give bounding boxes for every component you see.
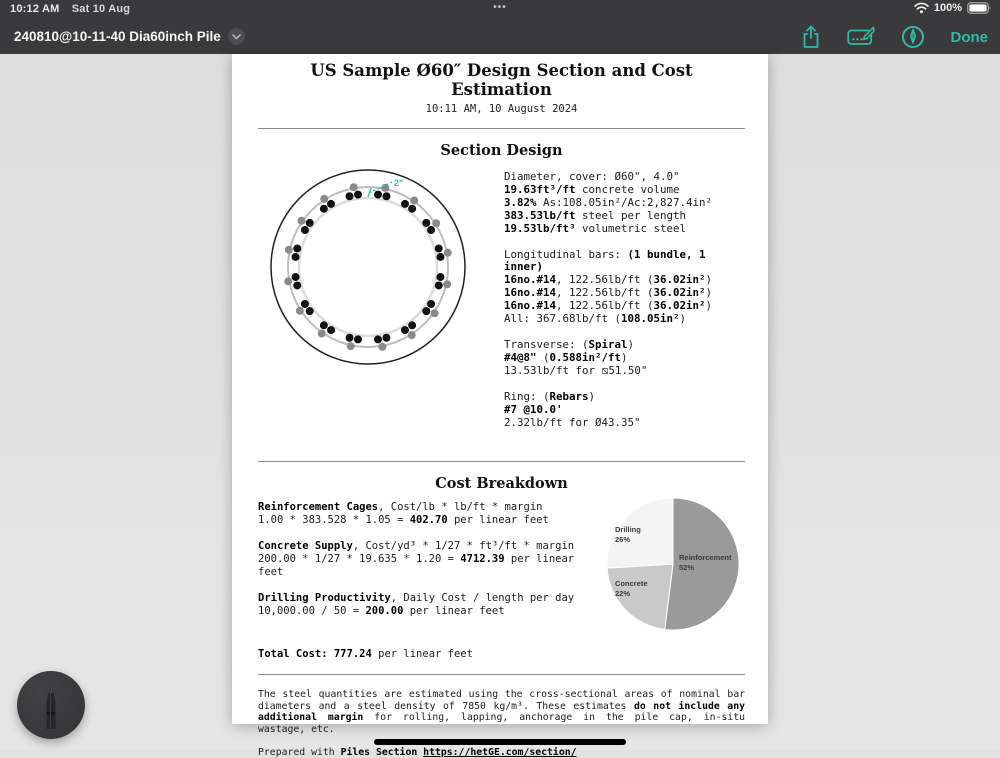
status-date: Sat 10 Aug: [71, 3, 131, 15]
document-timestamp: 10:11 AM, 10 August 2024: [425, 103, 578, 115]
doc-line: 1.00 * 383.528 * 1.05 = 402.70 per linear feet: [258, 514, 549, 526]
apple-pencil-button[interactable]: [17, 671, 85, 739]
section-design-info: [504, 171, 725, 461]
cost-item-drilling: [258, 592, 584, 618]
pencil-icon: [17, 671, 85, 739]
divider: [258, 461, 745, 462]
doc-line: 2.32lb/ft for Ø43.35": [504, 415, 641, 429]
total-cost-line: Total Cost: 777.24 per linear feet: [258, 648, 473, 660]
footnote-text: The steel quantities are estimated using the cross-sectional areas of nominal bar diameters and a steel density of 7850 kg/m³. These estimates do not include any additional margin for rolling, lapping, anchorage in the pile cap, in-situ wastage, etc.: [258, 689, 746, 735]
ring-block: [504, 391, 725, 430]
share-icon[interactable]: [801, 25, 821, 49]
section-design-row: [258, 161, 745, 461]
doc-line: Transverse: (Spiral): [504, 337, 635, 351]
longitudinal-bars-block: [504, 249, 725, 326]
svg-text:52%: 52%: [679, 563, 695, 572]
doc-line: 16no.#14, 122.56lb/ft (36.02in²): [504, 273, 713, 287]
doc-line: 10,000.00 / 50 = 200.00 per linear feet: [258, 605, 505, 617]
title-toolbar: [0, 20, 1000, 55]
chevron-down-icon[interactable]: [228, 28, 245, 45]
svg-text:Reinforcement: Reinforcement: [679, 553, 732, 562]
prepared-line: [258, 747, 745, 758]
doc-line: 16no.#14, 122.56lb/ft (36.02in²): [504, 286, 713, 300]
doc-line: Ring: (Rebars): [504, 389, 596, 403]
doc-line: Longitudinal bars: (1 bundle, 1 inner): [504, 247, 706, 274]
battery-icon: [967, 2, 992, 14]
svg-text:26%: 26%: [615, 535, 631, 544]
doc-line: All: 367.68lb/ft (108.05in²): [504, 312, 687, 326]
divider: [258, 674, 745, 675]
document-page[interactable]: [232, 54, 768, 758]
pencil-circle-icon[interactable]: [901, 25, 925, 49]
pile-section-diagram: [258, 161, 504, 461]
doc-line: 19.63ft³/ft concrete volume: [504, 182, 680, 196]
doc-line: Diameter, cover: Ø60", 4.0": [504, 170, 680, 183]
doc-line: #7 @10.0': [504, 402, 563, 416]
doc-line: 3.82% As:108.05in²/Ac:2,827.4in²: [504, 195, 713, 209]
status-time: 10:12 AM: [10, 3, 60, 15]
battery-percent: 100%: [933, 2, 962, 14]
doc-line: Drilling Productivity, Daily Cost / length per day: [258, 592, 575, 604]
cost-breakdown-heading: Cost Breakdown: [435, 475, 568, 492]
done-button[interactable]: Done: [950, 28, 988, 46]
multitasking-dots-icon[interactable]: •••: [493, 2, 507, 13]
section-design-heading: Section Design: [440, 142, 563, 159]
doc-line: 13.53lb/ft for ⧅51.50": [504, 363, 648, 377]
cost-breakdown-row: [258, 501, 745, 645]
prepared-prefix: Prepared with Piles Section: [258, 747, 418, 758]
divider: [258, 128, 745, 129]
svg-text:Concrete: Concrete: [615, 579, 648, 588]
file-title: 240810@10-11-40 Dia60inch Pile: [14, 29, 221, 44]
document-title: US Sample Ø60″ Design Section and Cost Estimation: [310, 61, 693, 99]
cost-item-concrete: [258, 540, 584, 579]
doc-line: 383.53lb/ft steel per length: [504, 208, 687, 222]
doc-line: 200.00 * 1/27 * 19.635 * 1.20 = 4712.39 per linear feet: [258, 553, 575, 578]
wifi-icon: [914, 2, 929, 14]
doc-line: Reinforcement Cages, Cost/lb * lb/ft * margin: [258, 501, 543, 513]
cost-items: [258, 501, 584, 645]
svg-text:22%: 22%: [615, 589, 631, 598]
doc-line: 16no.#14, 122.56lb/ft (36.02in²): [504, 299, 713, 313]
cost-item-reinforcement: [258, 501, 584, 527]
doc-line: 19.53lb/ft³ volumetric steel: [504, 221, 687, 235]
prepared-link[interactable]: https://hetGE.com/section/: [423, 747, 577, 758]
svg-text:2": 2": [394, 178, 404, 188]
transverse-block: [504, 339, 725, 378]
cost-pie-chart: [598, 491, 748, 645]
markup-icon[interactable]: [847, 26, 875, 48]
home-indicator[interactable]: [374, 739, 626, 745]
doc-line: Concrete Supply, Cost/yd³ * 1/27 * ft³/ft * margin: [258, 540, 575, 552]
doc-line: #4@8" (0.588in²/ft): [504, 350, 628, 364]
status-bar: [0, 0, 1000, 20]
svg-text:Drilling: Drilling: [615, 525, 641, 534]
dimensions-block: [504, 171, 725, 236]
